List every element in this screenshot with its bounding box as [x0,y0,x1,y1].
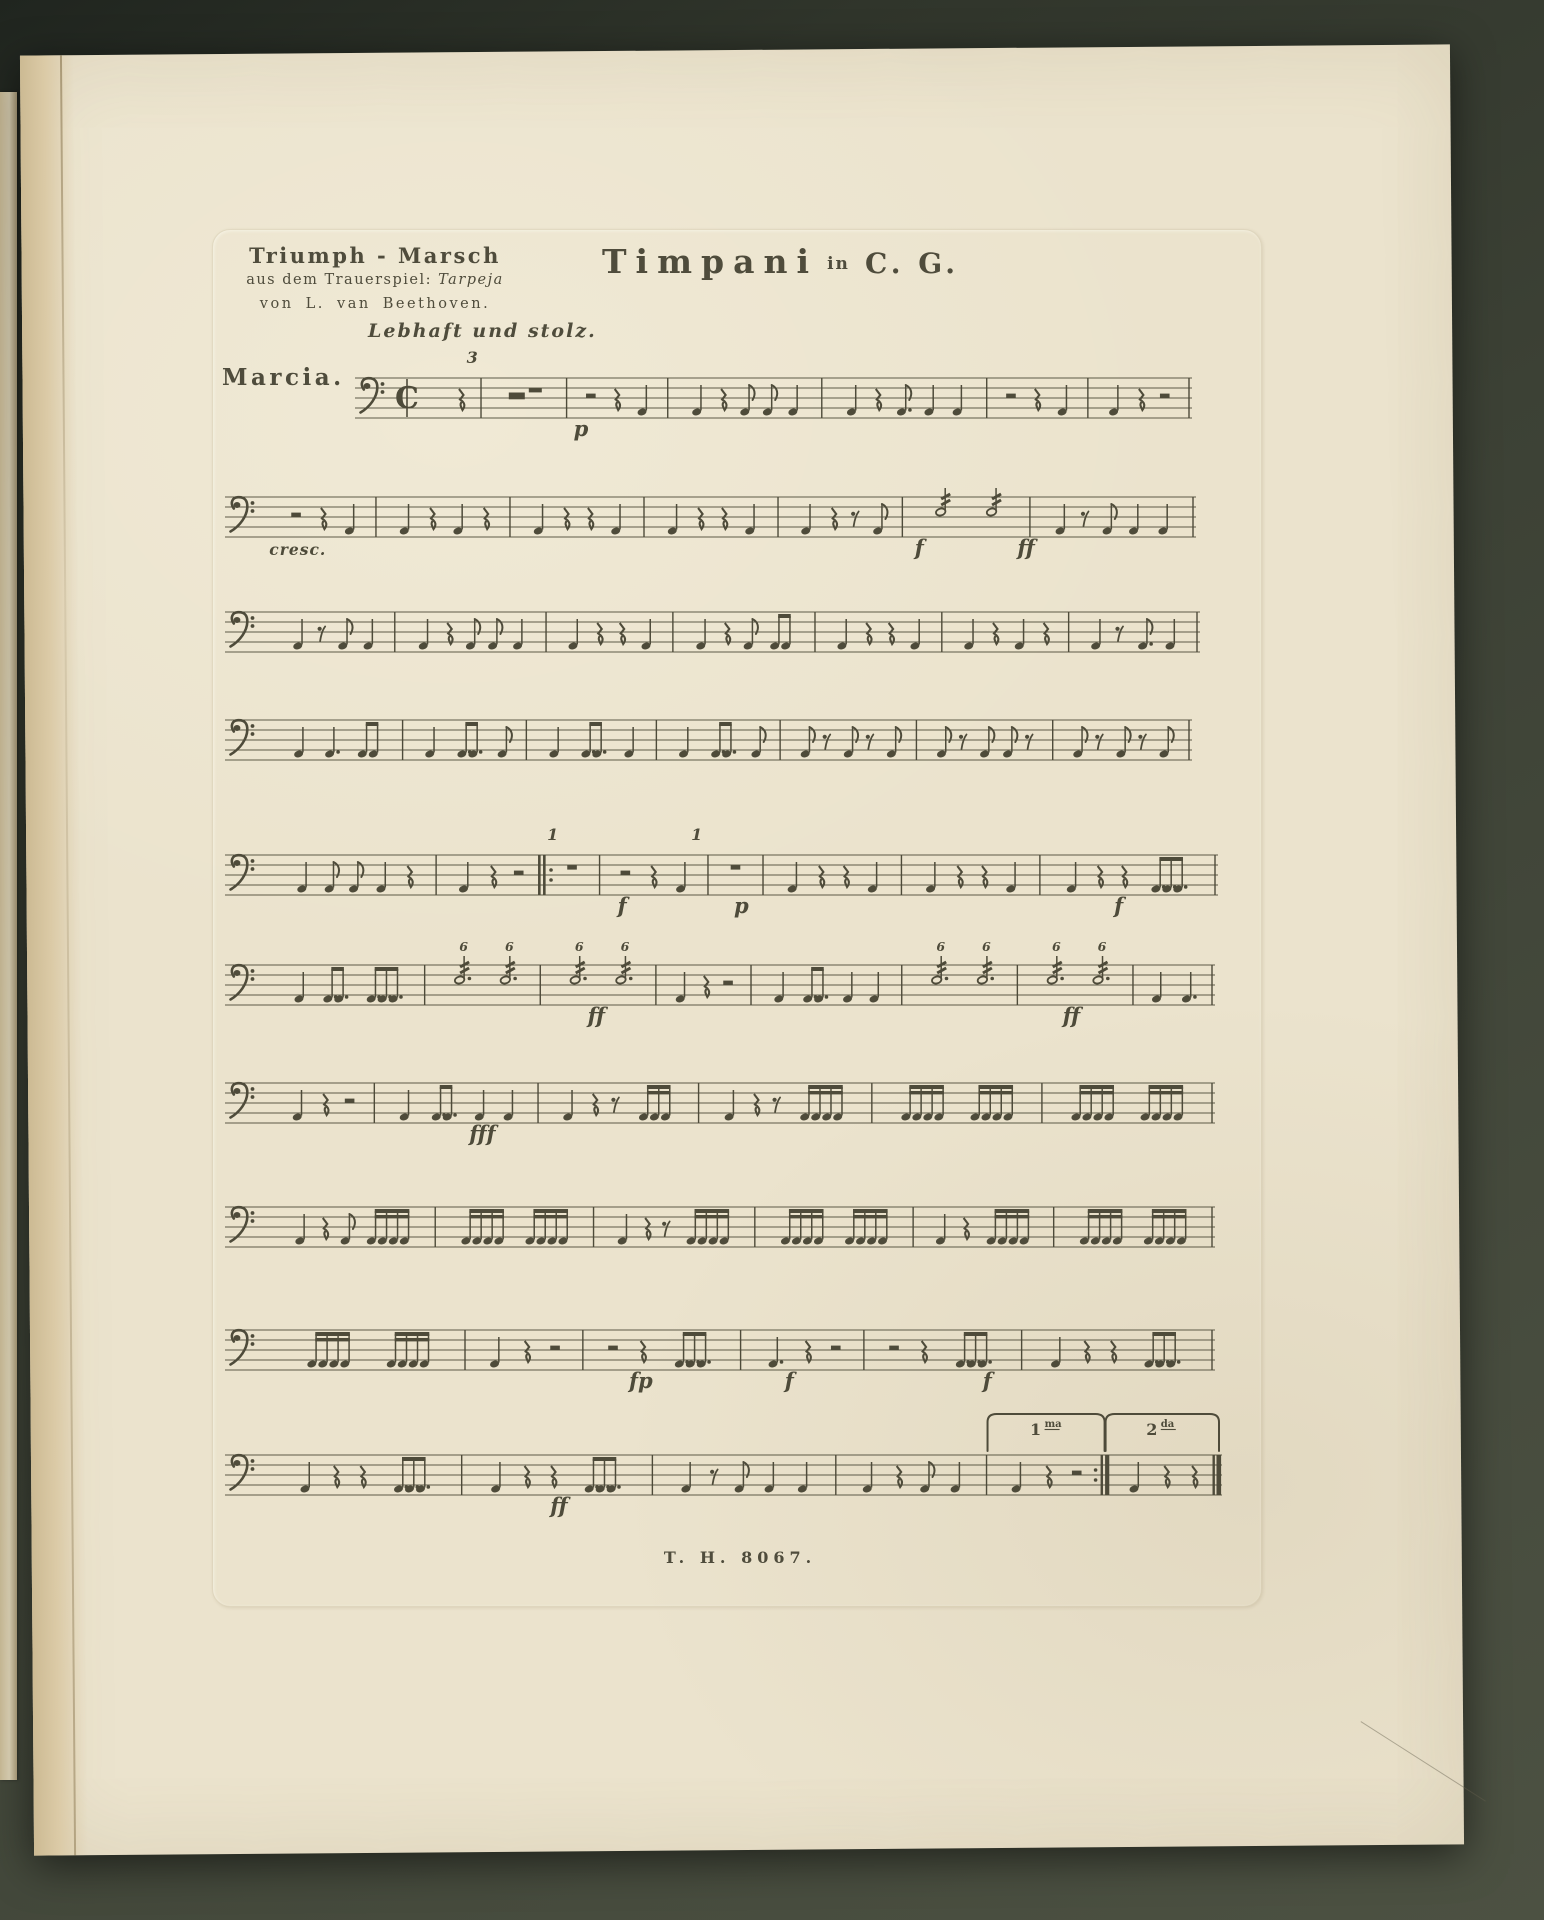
work-title: Triumph - Marsch [249,243,501,268]
dynamic-marking: ff [1017,535,1035,560]
tremolo-count: 6 [982,939,991,954]
staff-9-notation [225,1285,1215,1403]
subtitle-text: aus dem Trauerspiel: [246,272,433,288]
tremolo-count: 6 [459,939,468,954]
measure-number-annotation: 1 [691,825,703,844]
staff-2-notation [225,452,1196,570]
tremolo-count: 6 [1051,939,1061,954]
staff-system-6 [225,920,1215,1038]
volta-label: 1 [1029,1420,1042,1439]
dynamic-marking: f [784,1368,794,1393]
tempo-marking: Lebhaft und stolz. [368,320,597,342]
measure-number-annotation: 3 [466,348,478,367]
subtitle-play-name: Tarpeja [438,272,504,288]
composer-credit: von L. van Beethoven. [259,296,491,312]
staff-8-notation [225,1162,1215,1280]
staff-system-9 [225,1285,1215,1403]
svg-text:C: C [395,381,419,416]
tremolo-count: 6 [620,939,630,954]
staff-7-notation [225,1038,1215,1156]
dynamic-marking: f [1114,893,1124,918]
dynamic-marking: ff [1062,1003,1081,1028]
staff-10-notation [225,1410,1222,1528]
staff-system-1 [355,333,1192,451]
tremolo-count: 6 [936,939,946,954]
staff-1-notation [355,333,1192,451]
staff-system-3 [225,567,1200,685]
part-tuning: C. G. [865,247,959,280]
staff-6-notation [225,920,1215,1038]
staff-system-7 [225,1038,1215,1156]
dynamic-marking: p [573,416,589,441]
staff-4-notation [225,675,1192,793]
staff-system-8 [225,1162,1215,1280]
dynamic-marking: f [617,893,627,918]
plate-number: T. H. 8067. [663,1548,817,1567]
volta-label-suffix: ma [1044,1419,1062,1430]
dynamic-marking: ff [550,1493,568,1518]
staff-system-10 [225,1410,1222,1528]
measure-number-annotation: 1 [547,825,559,844]
dynamic-marking: fp [628,1368,653,1393]
dynamic-marking: p [734,893,749,918]
staff-system-2 [225,452,1196,570]
volta-label: 2 [1146,1420,1158,1439]
staff-system-4 [225,675,1192,793]
tremolo-count: 6 [504,939,514,954]
movement-label: Marcia. [222,364,345,391]
staff-system-5 [225,810,1218,928]
dynamic-marking: f [914,535,924,560]
dynamic-marking: cresc. [269,540,327,559]
tremolo-count: 6 [574,939,584,954]
staff-5-notation [225,810,1218,928]
dynamic-marking: ff [587,1003,605,1028]
staff-3-notation [225,567,1200,685]
dynamic-marking: f [982,1368,992,1393]
tremolo-count: 6 [1097,939,1107,954]
volta-label-suffix: da [1160,1419,1175,1430]
part-connector: in [827,254,850,274]
dynamic-marking: fff [469,1121,496,1146]
part-instrument: Timpani [602,242,818,281]
